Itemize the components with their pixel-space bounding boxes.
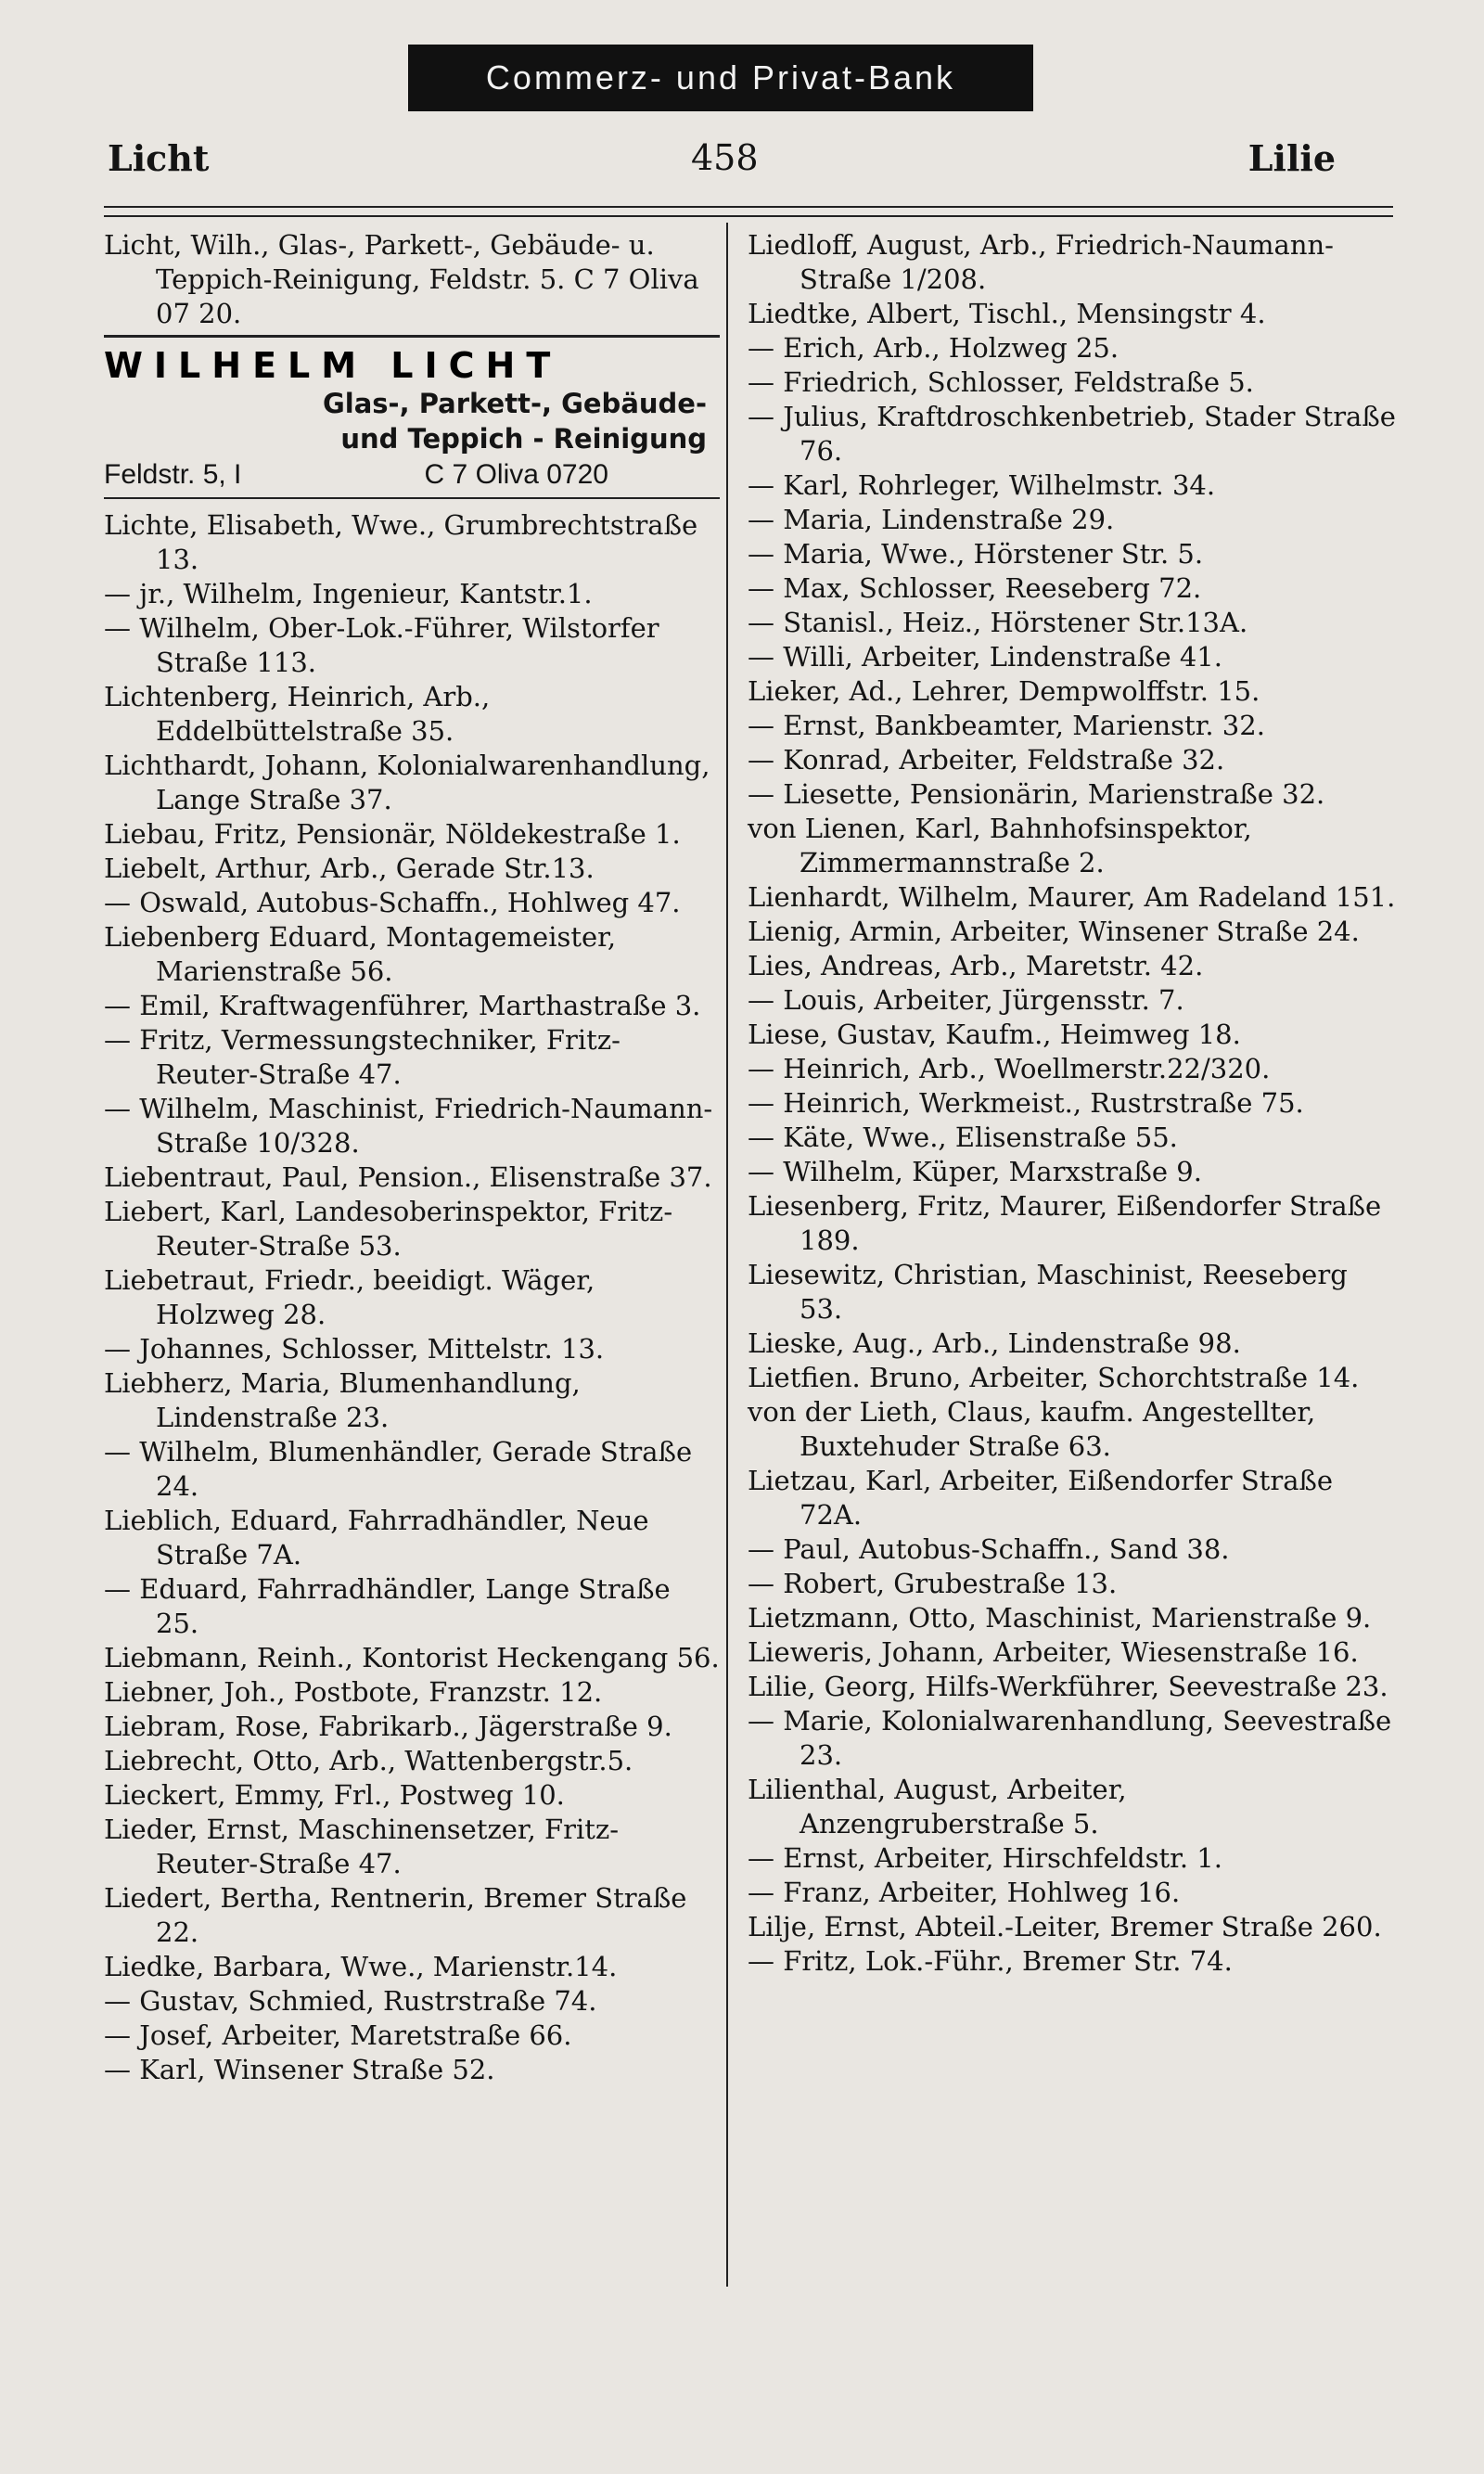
- directory-entry: Lietfien. Bruno, Arbeiter, Schorchtstraße 14.: [748, 1362, 1360, 1393]
- directory-entry: Liedtke, Albert, Tischl., Mensingstr 4.: [748, 298, 1266, 329]
- directory-entry: — Josef, Arbeiter, Maretstraße 66.: [104, 2019, 572, 2051]
- directory-entry: — Eduard, Fahrradhändler, Lange Straße 25.: [104, 1573, 671, 1639]
- ad-line-1: Glas-, Parkett-, Gebäude-: [322, 388, 707, 419]
- directory-entry: Lieker, Ad., Lehrer, Dempwolffstr. 15.: [748, 675, 1260, 707]
- directory-entry: Lieske, Aug., Arb., Lindenstraße 98.: [748, 1327, 1241, 1359]
- directory-entry: Liebner, Joh., Postbote, Franzstr. 12.: [104, 1676, 603, 1708]
- directory-entry: Lienig, Armin, Arbeiter, Winsener Straße 24.: [748, 916, 1360, 947]
- directory-entry: Liedert, Bertha, Rentnerin, Bremer Straße 22.: [104, 1882, 687, 1948]
- directory-entry: — Heinrich, Arb., Woellmerstr.22/320.: [748, 1053, 1271, 1084]
- ad-footer: [104, 456, 720, 499]
- directory-entry: Liebmann, Reinh., Kontorist Heckengang 56.: [104, 1642, 720, 1673]
- ad-title: WILHELM LICHT: [104, 345, 562, 386]
- directory-entry: — Ernst, Bankbeamter, Marienstr. 32.: [748, 710, 1265, 741]
- column-divider: [726, 223, 728, 2287]
- ad-address: Feldstr. 5, I: [104, 459, 242, 490]
- bank-banner: Commerz- und Privat-Bank: [408, 45, 1033, 111]
- directory-entry: Liebetraut, Friedr., beeidigt. Wäger, Holzweg 28.: [104, 1264, 595, 1330]
- directory-entry: Lilienthal, August, Arbeiter, Anzengruberstraße 5.: [748, 1774, 1127, 1839]
- directory-entry: — Julius, Kraftdroschkenbetrieb, Stader Straße 76.: [748, 401, 1396, 467]
- ad-phone: C 7 Oliva 0720: [424, 459, 608, 490]
- directory-entry: Lienhardt, Wilhelm, Maurer, Am Radeland 151.: [748, 881, 1396, 913]
- directory-entry: — Maria, Lindenstraße 29.: [748, 504, 1115, 535]
- directory-entry: Lietzau, Karl, Arbeiter, Eißendorfer Straße 72A.: [748, 1465, 1334, 1531]
- directory-entry: Liebrecht, Otto, Arb., Wattenbergstr.5.: [104, 1745, 633, 1776]
- ad-rule: [104, 335, 720, 338]
- directory-entry: Lilie, Georg, Hilfs-Werkführer, Seevestraße 23.: [748, 1671, 1388, 1702]
- directory-entry: Lichtenberg, Heinrich, Arb., Eddelbüttelstraße 35.: [104, 681, 491, 747]
- directory-entry: — Gustav, Schmied, Rustrstraße 74.: [104, 1985, 597, 2017]
- directory-entry: Lieweris, Johann, Arbeiter, Wiesenstraße 16.: [748, 1636, 1359, 1668]
- directory-entry: Liedloff, August, Arb., Friedrich-Naumann-Straße 1/208.: [748, 229, 1334, 295]
- header-rule-bottom: [104, 215, 1393, 217]
- directory-entry: — Wilhelm, Küper, Marxstraße 9.: [748, 1156, 1202, 1187]
- right-column: [748, 228, 1397, 1979]
- directory-entry: — Robert, Grubestraße 13.: [748, 1568, 1118, 1599]
- directory-entry: Lieckert, Emmy, Frl., Postweg 10.: [104, 1779, 565, 1811]
- directory-entry: — Liesette, Pensionärin, Marienstraße 32.: [748, 778, 1325, 810]
- directory-entry: — Fritz, Vermessungstechniker, Fritz-Reuter-Straße 47.: [104, 1024, 620, 1090]
- directory-entry: Liebherz, Maria, Blumenhandlung, Lindenstraße 23.: [104, 1367, 581, 1433]
- directory-entry: Lietzmann, Otto, Maschinist, Marienstraße 9.: [748, 1602, 1372, 1634]
- directory-entry: von Lienen, Karl, Bahnhofsinspektor, Zimmermannstraße 2.: [748, 813, 1252, 878]
- directory-entry: — Willi, Arbeiter, Lindenstraße 41.: [748, 641, 1222, 673]
- directory-entry: Lieder, Ernst, Maschinensetzer, Fritz-Reuter-Straße 47.: [104, 1814, 620, 1879]
- directory-entry: — Käte, Wwe., Elisenstraße 55.: [748, 1122, 1178, 1153]
- left-column: [104, 228, 720, 2087]
- directory-entry: Liesenberg, Fritz, Maurer, Eißendorfer Straße 189.: [748, 1190, 1382, 1256]
- ad-line-2: und Teppich - Reinigung: [340, 423, 707, 455]
- directory-entry: — Fritz, Lok.-Führ., Bremer Str. 74.: [748, 1945, 1233, 1977]
- directory-entry: Lies, Andreas, Arb., Maretstr. 42.: [748, 950, 1204, 981]
- directory-entry: — Karl, Rohrleger, Wilhelmstr. 34.: [748, 469, 1216, 501]
- directory-entry: — jr., Wilhelm, Ingenieur, Kantstr.1.: [104, 578, 593, 609]
- directory-entry: — Franz, Arbeiter, Hohlweg 16.: [748, 1877, 1181, 1908]
- directory-entry: — Louis, Arbeiter, Jürgensstr. 7.: [748, 984, 1184, 1016]
- header-first-name: Licht: [108, 137, 210, 179]
- directory-entry: — Max, Schlosser, Reeseberg 72.: [748, 572, 1202, 604]
- directory-entry: Liebentraut, Paul, Pension., Elisenstraße 37.: [104, 1161, 712, 1193]
- directory-entry: — Friedrich, Schlosser, Feldstraße 5.: [748, 366, 1254, 398]
- directory-entry: — Wilhelm, Blumenhändler, Gerade Straße 24.: [104, 1436, 693, 1502]
- directory-entry: — Oswald, Autobus-Schaffn., Hohlweg 47.: [104, 887, 681, 918]
- directory-entry: Liesewitz, Christian, Maschinist, Reeseberg 53.: [748, 1259, 1348, 1325]
- directory-entry: — Stanisl., Heiz., Hörstener Str.13A.: [748, 607, 1248, 638]
- directory-entry: — Emil, Kraftwagenführer, Marthastraße 3.: [104, 990, 701, 1021]
- directory-entry: Liebert, Karl, Landesoberinspektor, Fritz-Reuter-Straße 53.: [104, 1196, 673, 1262]
- advertisement: [104, 345, 720, 499]
- directory-entry: — Konrad, Arbeiter, Feldstraße 32.: [748, 744, 1225, 776]
- directory-entry: Lichte, Elisabeth, Wwe., Grumbrechtstraße 13.: [104, 509, 698, 575]
- directory-entry: — Marie, Kolonialwarenhandlung, Seevestraße 23.: [748, 1705, 1392, 1771]
- directory-entry: Lichthardt, Johann, Kolonialwarenhandlung, Lange Straße 37.: [104, 750, 710, 815]
- directory-entry: Liebenberg Eduard, Montagemeister, Marienstraße 56.: [104, 921, 617, 987]
- directory-entry: — Ernst, Arbeiter, Hirschfeldstr. 1.: [748, 1842, 1222, 1874]
- directory-entry: — Karl, Winsener Straße 52.: [104, 2054, 495, 2085]
- header-rule-top: [104, 206, 1393, 208]
- directory-entry: Licht, Wilh., Glas-, Parkett-, Gebäude- u. Teppich-Reinigung, Feldstr. 5. C 7 Oliva 07 20.: [104, 229, 699, 329]
- directory-entry: — Paul, Autobus-Schaffn., Sand 38.: [748, 1533, 1230, 1565]
- directory-entry: Liese, Gustav, Kaufm., Heimweg 18.: [748, 1019, 1241, 1050]
- directory-entry: Liebelt, Arthur, Arb., Gerade Str.13.: [104, 852, 595, 884]
- directory-entry: — Erich, Arb., Holzweg 25.: [748, 332, 1119, 364]
- page-number: 458: [691, 137, 759, 178]
- directory-entry: — Wilhelm, Ober-Lok.-Führer, Wilstorfer Straße 113.: [104, 612, 659, 678]
- directory-entry: — Maria, Wwe., Hörstener Str. 5.: [748, 538, 1204, 570]
- directory-entry: Liedke, Barbara, Wwe., Marienstr.14.: [104, 1951, 618, 1982]
- directory-entry: — Heinrich, Werkmeist., Rustrstraße 75.: [748, 1087, 1304, 1119]
- directory-entry: — Wilhelm, Maschinist, Friedrich-Naumann-Straße 10/328.: [104, 1093, 713, 1159]
- directory-entry: Liebram, Rose, Fabrikarb., Jägerstraße 9.: [104, 1711, 672, 1742]
- directory-entry: Lilje, Ernst, Abteil.-Leiter, Bremer Straße 260.: [748, 1911, 1382, 1942]
- directory-entry: — Johannes, Schlosser, Mittelstr. 13.: [104, 1333, 605, 1365]
- directory-entry: Liebau, Fritz, Pensionär, Nöldekestraße 1.: [104, 818, 681, 850]
- directory-entry: Lieblich, Eduard, Fahrradhändler, Neue Straße 7A.: [104, 1505, 649, 1570]
- directory-entry: von der Lieth, Claus, kaufm. Angestellter, Buxtehuder Straße 63.: [748, 1396, 1316, 1462]
- header-last-name: Lilie: [1247, 137, 1336, 179]
